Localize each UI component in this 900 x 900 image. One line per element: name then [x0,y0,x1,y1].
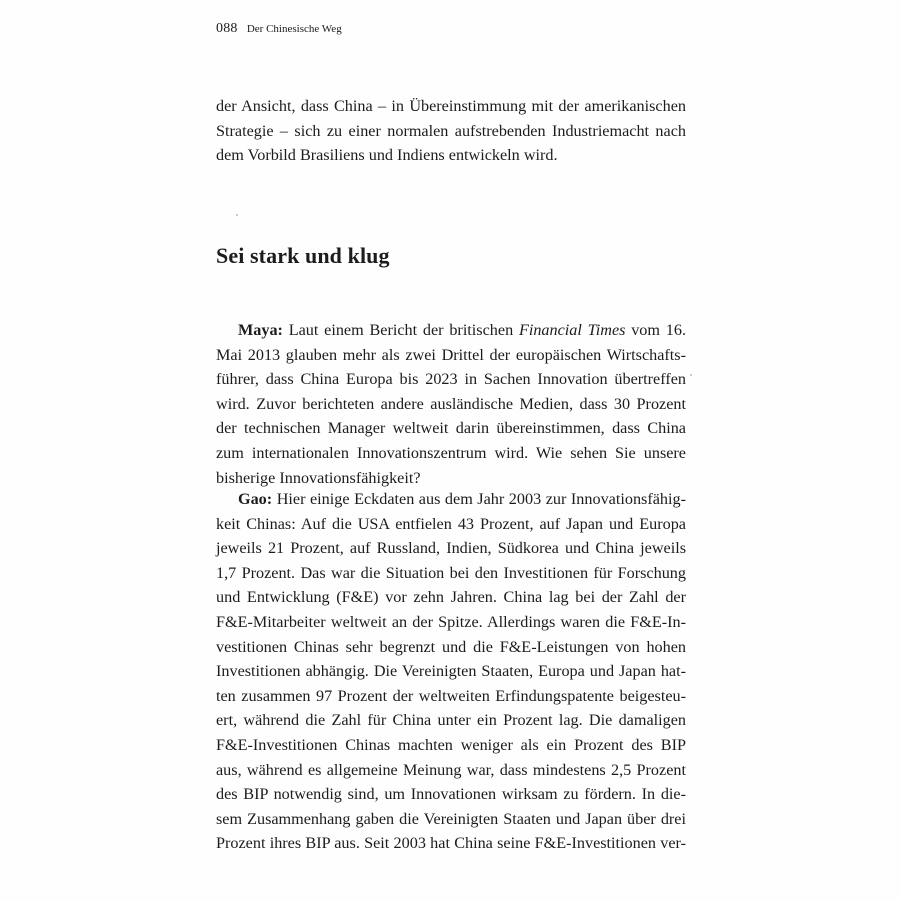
text-line: jeweils 21 Prozent, auf Russland, Indien, Südkorea und China jeweils [216,539,686,558]
scan-speck [236,214,238,216]
speaker-gao: Gao: [238,490,273,508]
text-line: wird. Zuvor berichteten andere ausländische Medien, dass 30 Prozent [216,394,686,413]
text-fragment: Hier einige Eckdaten aus dem Jahr 2003 zur Innovationsfähig- [272,490,686,508]
text-line: der Ansicht, dass China – in Übereinstimmung mit der amerikanischen [216,97,686,115]
page-number: 088 [216,21,238,36]
text-line: keit Chinas: Auf die USA entfielen 43 Prozent, auf Japan und Europa [216,514,686,533]
text-line: F&E-Mitarbeiter weltweit an der Spitze. Allerdings waren die F&E-In- [216,612,686,631]
maya-paragraph [216,318,686,490]
speaker-maya: Maya: [238,321,283,339]
gao-paragraph [216,487,686,856]
book-title: Der Chinesische Weg [246,23,342,35]
text-fragment: vom 16. [625,321,686,339]
text-line: Strategie – sich zu einer normalen aufstrebenden Industriemacht nach [216,121,686,140]
text-line: Prozent ihres BIP aus. Seit 2003 hat China seine F&E-Investitionen ver- [216,834,686,853]
text-line: führer, dass China Europa bis 2023 in Sachen Innovation übertreffen [216,370,686,389]
running-header [216,19,342,38]
text-line: des BIP notwendig sind, um Innovationen wirksam zu fördern. In die- [216,785,686,804]
section-heading: Sei stark und klug [216,243,390,268]
text-line: Mai 2013 glauben mehr als zwei Drittel der europäischen Wirtschafts- [216,345,686,364]
text-line-first [216,487,686,512]
text-line: dem Vorbild Brasiliens und Indiens entwickeln wird. [216,146,558,165]
text-line: sem Zusammenhang gaben die Vereinigten Staaten und Japan über drei [216,809,686,828]
text-line-first [216,318,686,343]
text-line: F&E-Investitionen Chinas machten weniger als ein Prozent des BIP [216,735,686,754]
text-line: der technischen Manager weltweit darin übereinstimmen, dass China [216,419,686,438]
text-line: ten zusammen 97 Prozent der weltweiten Erfindungspatente beigesteu- [216,686,686,705]
text-line: bisherige Innovationsfähigkeit? [216,468,421,487]
text-line: aus, während es allgemeine Meinung war, dass mindestens 2,5 Prozent [216,760,686,779]
text-line: und Entwicklung (F&E) vor zehn Jahren. China lag bei der Zahl der [216,588,686,607]
text-line: 1,7 Prozent. Das war die Situation bei den Investitionen für Forschung [216,563,686,582]
publication-title: Financial Times [518,321,626,339]
scan-speck [690,374,692,376]
text-fragment: Laut einem Bericht der britischen [282,321,519,339]
text-line: ert, während die Zahl für China unter ein Prozent lag. Die damaligen [216,711,686,730]
intro-paragraph [216,94,686,168]
text-line: Investitionen abhängig. Die Vereinigten Staaten, Europa und Japan hat- [216,662,686,681]
text-line: zum internationalen Innovationszentrum wird. Wie sehen Sie unsere [216,443,686,462]
text-line: vestitionen Chinas sehr begrenzt und die F&E-Leistungen von hohen [216,637,686,656]
